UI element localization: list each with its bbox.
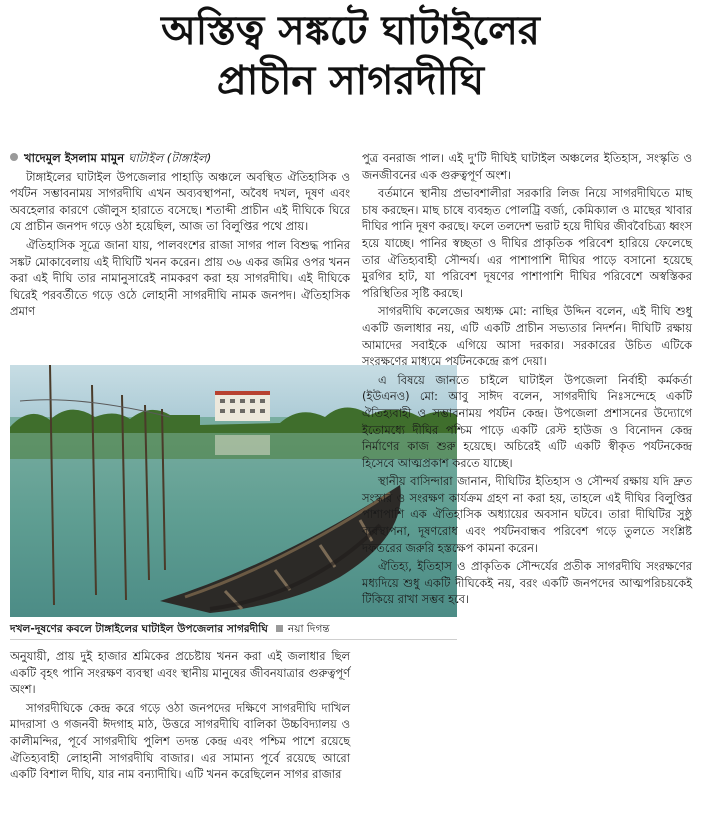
headline-line-2: প্রাচীন সাগরদীঘি xyxy=(216,58,485,104)
paragraph: পুত্র বনরাজ পাল। এই দু'টি দীঘিই ঘাটাইল অঞ্চলের ইতিহাস, সংস্কৃতি ও জনজীবনের এক গুরুত্বপূর্ণ অংশ। xyxy=(362,151,692,182)
paragraph: সাগরদীঘিকে কেন্দ্র করে গড়ে ওঠা জনপদের দক্ষিণে সাগরদীঘি দাখিল মাদরাসা ও গজনবী ঈদগাহ মাঠ, উত্তরে সাগরদীঘি বালিকা উচ্চবিদ্যালয় ও কালীমন্দির, পূর্বে সাগরদীঘি পুলিশ তদন্ত কেন্দ্র এবং পশ্চিম পাশে রয়েছে ঐতিহ্যবাহী লোহানী সাগরদীঘি বাজার। এর সামান্য পূর্বে রয়েছে আরো একটি বিশাল দীঘি, যার নাম বন্যাদীঘি। এটি খনন করেছিলেন সাগর রাজার xyxy=(10,700,350,782)
paragraph: ঐতিহ্য, ইতিহাস ও প্রাকৃতিক সৌন্দর্যের প্রতীক সাগরদীঘি সংরক্ষণের মধ্যদিয়ে শুধু একটি দীঘিকেই নয়, বরং একটি জনপদের আত্মপরিচয়কেই টিকিয়ে রাখা সম্ভব হবে। xyxy=(362,559,692,607)
square-bullet-icon xyxy=(276,625,283,632)
paragraph: অনুযায়ী, প্রায় দুই হাজার শ্রমিকের প্রচেষ্টায় খনন করা এই জলাধার ছিল একটি বৃহৎ পানি সংরক্ষণ ব্যবস্থা এবং স্থানীয় মানুষের জীবনযাত্রার গুরুত্বপূর্ণ অংশ। xyxy=(10,649,350,697)
paragraph: বর্তমানে স্থানীয় প্রভাবশালীরা সরকারি লিজ নিয়ে সাগরদীঘিতে মাছ চাষ করছেন। মাছ চাষে ব্যবহৃত পোলট্রি বর্জ্য, কেমিক্যাল ও মাছের খাবার দীঘির পানি দূষণ করছে। ফলে তলদেশ ভরাট হয়ে দীঘির জীববৈচিত্র্য ধ্বংস হয়ে যাচ্ছে। পানির স্বচ্ছতা ও দীঘির প্রাকৃতিক পরিবেশ হারিয়ে ফেলেছে তার ঐতিহ্যবাহী সৌন্দর্য। এর পাশাপাশি দীঘির পাড়ে বসানো হয়েছে মুরগির হাট, যা পরিবেশ দূষণের পাশাপাশি দীঘির পরিবেশে অস্বস্তিকর পরিস্থিতির সৃষ্টি করছে। xyxy=(362,186,693,300)
article-column-left-bottom xyxy=(10,648,350,785)
paragraph: টাঙ্গাইলের ঘাটাইল উপজেলার পাহাড়ি অঞ্চলে অবস্থিত ঐতিহাসিক ও পর্যটন সম্ভাবনাময় সাগরদীঘি এখন অব্যবস্থাপনা, অবৈধ দখল, দূষণ এবং অবহেলার কারণে জৌলুস হারাতে বসেছে। শতাব্দী প্রাচীন এই দীঘিকে ঘিরে যে প্রাচীন জনপদ গড়ে ওঠা হয়েছিল, আজ তা বিলুপ্তির পথে প্রায়। xyxy=(10,169,350,234)
headline xyxy=(0,6,701,106)
byline-author: খাদেমুল ইসলাম মামুন xyxy=(24,151,125,165)
paragraph: স্থানীয় বাসিন্দারা জানান, দীঘিটির ইতিহাস ও সৌন্দর্য রক্ষায় যদি দ্রুত সংস্কার ও সংরক্ষণ কার্যক্রম গ্রহণ না করা হয়, তাহলে এই দীঘির বিলুপ্তির পাশাপাশি এক ঐতিহাসিক অধ্যায়ের অবসান ঘটবে। তারা দীঘিটির সুষ্ঠু ব্যবস্থাপনা, দূষণরোধ এবং পর্যটনবান্ধব পরিবেশ গড়ে তুলতে সংশ্লিষ্ট দফতরের জরুরি হস্তক্ষেপ কামনা করেন। xyxy=(362,474,692,555)
byline xyxy=(10,150,350,167)
photo-caption xyxy=(10,622,457,639)
caption-text: দখল-দূষণের কবলে টাঙ্গাইলের ঘাটাইল উপজেলার সাগরদীঘি xyxy=(10,623,268,635)
photo-credit: নয়া দিগন্ত xyxy=(287,623,330,635)
headline-line-1: অস্তিত্ব সঙ্কটে ঘাটাইলের xyxy=(161,8,540,54)
caption-divider xyxy=(10,639,457,640)
paragraph: সাগরদীঘি কলেজের অধ্যক্ষ মো: নাছির উদ্দিন বলেন, এই দীঘি শুধু একটি জলাধার নয়, এটি একটি প্রাচীন সভ্যতার নিদর্শন। দীঘিটি রক্ষায় আমাদের সবাইকে এগিয়ে আসা দরকার। সরকারের উচিত এটিকে সংরক্ষণের মাধ্যমে পর্যটনকেন্দ্রে রূপ দেয়া। xyxy=(362,304,692,369)
article-column-right xyxy=(362,150,692,610)
bullet-icon xyxy=(10,153,18,161)
paragraph: এ বিষয়ে জানতে চাইলে ঘাটাইল উপজেলা নির্বাহী কর্মকর্তা (ইউএনও) মো: আবু সাঈদ বলেন, সাগরদীঘি নিঃসন্দেহে একটি ঐতিহ্যবাহী ও সম্ভাবনাময় পর্যটন কেন্দ্র। উপজেলা প্রশাসনের উদ্যোগে ইতোমধ্যে দীঘির পশ্চিম পাড়ে একটি রেস্ট হাউজ ও বিনোদন কেন্দ্র নির্মাণের কাজ শুরু হয়েছে। অচিরেই এটি একটি স্বীকৃত পর্যটনকেন্দ্র হিসেবে আত্মপ্রকাশ করতে যাচ্ছে। xyxy=(362,372,692,470)
byline-location: ঘাটাইল (টাঙ্গাইল) xyxy=(128,151,212,165)
article-column-left-top xyxy=(10,150,350,322)
paragraph: ঐতিহাসিক সূত্রে জানা যায়, পালবংশের রাজা সাগর পাল বিশুদ্ধ পানির সঙ্কট মোকাবেলায় এই দীঘিটি খনন করেন। প্রায় ৩৬ একর জমির ওপর খনন করা এই দীঘি তার নামানুসারেই নামকরণ করা হয় সাগরদীঘি। এই দীঘিকে ঘিরেই পরবর্তীতে গড়ে ওঠে লোহানী সাগরদীঘি নামক জনপদ। ঐতিহাসিক প্রমাণ xyxy=(10,237,350,319)
